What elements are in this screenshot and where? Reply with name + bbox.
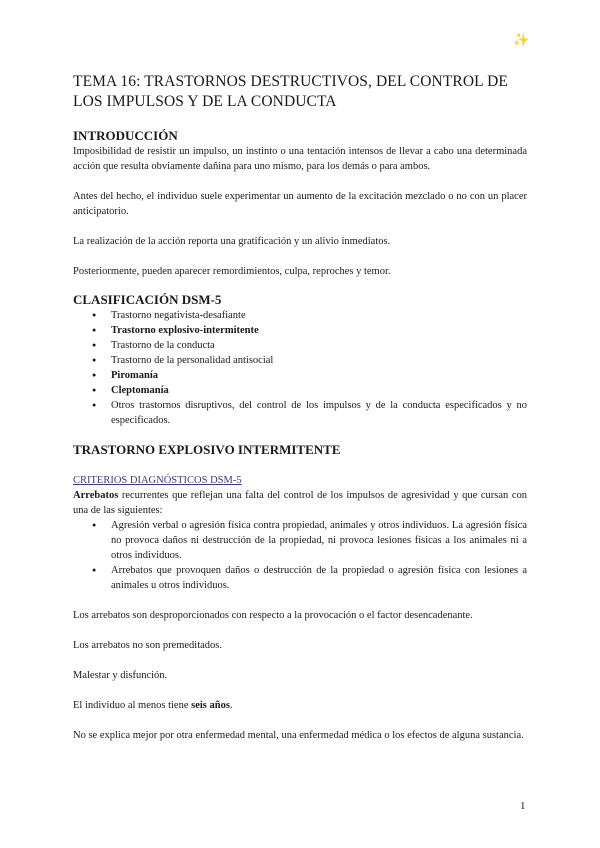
arrebatos-paragraph [73,488,527,518]
list-item: ● Trastorno explosivo-intermitente [111,323,527,338]
list-item: ● Cleptomanía [111,383,527,398]
sparkle-icon: ✨ [513,32,530,47]
age-end: . [229,700,233,711]
classification-heading: CLASIFICACIÓN DSM-5 [73,292,222,307]
criterion-paragraph: Los arrebatos son desproporcionados con respecto a la provocación o el factor desencadenante. [73,610,473,621]
document-page [73,72,527,743]
tei-heading: TRASTORNO EXPLOSIVO INTERMITENTE [73,442,341,457]
criterion-paragraph: Malestar y disfunción. [73,670,168,681]
list-item: ● Trastorno de la conducta [111,338,527,353]
arrebatos-list [111,518,527,593]
list-item: ● Trastorno negativista-desafiante [111,308,527,323]
age-bold: seis años [191,700,230,711]
list-item: ● Agresión verbal o agresión física contra propiedad, animales y otros individuos. La agresión física no provoca daños ni destrucción de la propiedad, ni provoca lesiones físicas a los animales ni a otros individuos. [111,518,527,563]
list-item: ● Otros trastornos disruptivos, del control de los impulsos y de la conducta especificados y no especificados. [111,398,527,428]
intro-paragraph-1: Imposibilidad de resistir un impulso, un instinto o una tentación intensos de llevar a cabo una determinada acción que resulta obviamente dañina para uno mismo, para los demás o para ambos. [73,146,527,172]
age-text: El individuo al menos tiene [73,700,192,711]
classification-list [111,308,527,428]
criterion-paragraph: Los arrebatos no son premeditados. [73,640,223,651]
list-item: ● Arrebatos que provoquen daños o destrucción de la propiedad o agresión física con lesiones a animales u otros individuos. [111,563,527,593]
intro-paragraph-2: Antes del hecho, el individuo suele experimentar un aumento de la excitación mezclado o no con un placer anticipatorio. [73,191,527,217]
list-item: ● Piromanía [111,368,527,383]
criteria-heading: CRITERIOS DIAGNÓSTICOS DSM-5 [73,475,242,486]
page-number: 1 [520,800,526,812]
document-title: TEMA 16: TRASTORNOS DESTRUCTIVOS, DEL CONTROL DE LOS IMPULSOS Y DE LA CONDUCTA [73,73,508,110]
arrebatos-text: recurrentes que reflejan una falta del control de los impulsos de agresividad y que cursan con una de las siguientes: [73,490,527,516]
intro-paragraph-3: La realización de la acción reporta una gratificación y un alivio inmediatos. [73,236,391,247]
intro-heading: INTRODUCCIÓN [73,128,178,143]
criterion-paragraph: No se explica mejor por otra enfermedad mental, una enfermedad médica o los efectos de alguna sustancia. [73,730,524,741]
list-item: ● Trastorno de la personalidad antisocial [111,353,527,368]
arrebatos-term: Arrebatos [73,490,119,501]
criterion-paragraph [73,698,527,713]
intro-paragraph-4: Posteriormente, pueden aparecer remordimientos, culpa, reproches y temor. [73,266,391,277]
